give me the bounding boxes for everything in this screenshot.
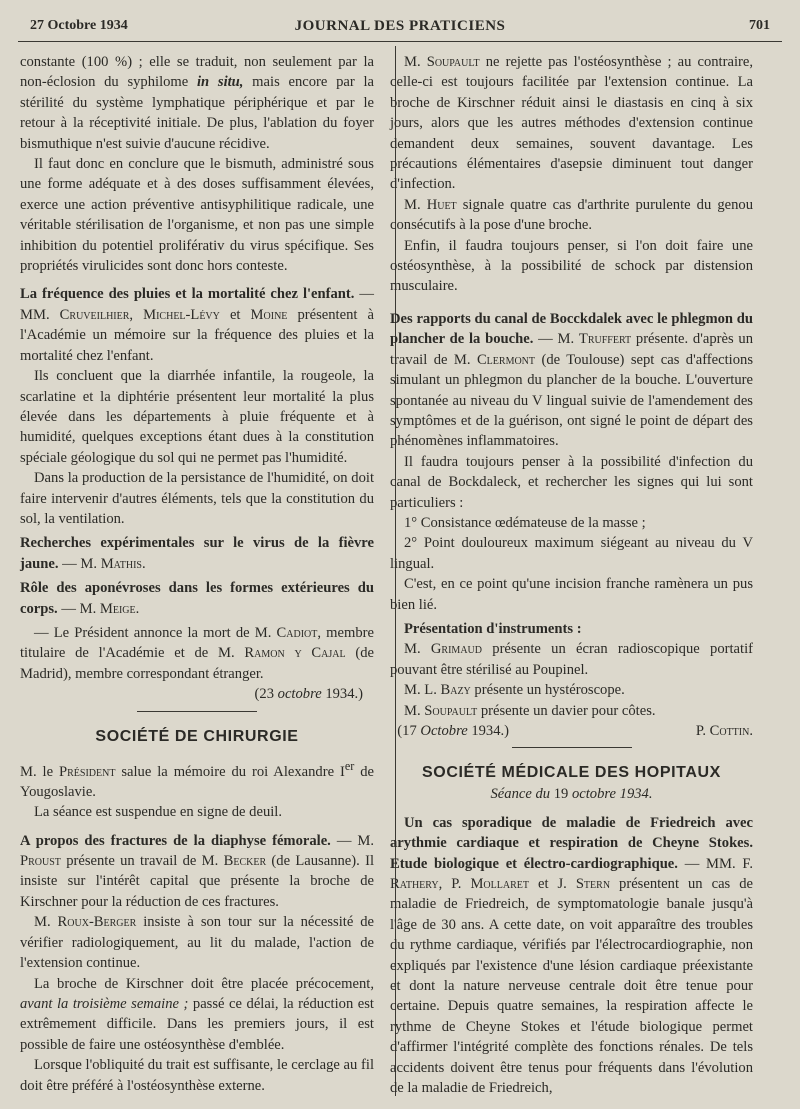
- paragraph-seance: La séance est suspendue en signe de deuil.: [34, 804, 283, 821]
- session-date: Séance du 19 octobre 1934.: [490, 786, 653, 803]
- page-number: 701: [749, 18, 770, 33]
- paragraph-bazy: M. L. Bazy présente un hystéroscope.: [404, 682, 625, 699]
- list-item-point: 2° Point douloureux maximum siégeant au niveau du V lingual.: [390, 535, 753, 572]
- article-bockdalek: Des rapports du canal de Bocckdalek avec le phlegmon du plancher de la bouche. — M. Truffert présente. d'après un travail de M. Clermont (de Toulouse) sept cas d'affections simulant un phlegmon du plancher de la bouche. L'ouverture spontanée au niveau du V lingual suivie de l'amendement des symptômes et de la guérison, ont signé le point de départ des phénomènes inflammatoires.: [390, 310, 754, 450]
- date-academie: (23 octobre 1934.): [254, 686, 364, 703]
- journal-title: JOURNAL DES PRATICIENS: [294, 18, 506, 34]
- list-item-consistance: 1° Consistance œdémateuse de la masse ;: [404, 514, 646, 531]
- paragraph-diarrhee: Ils concluent que la diarrhée infantile, la rougeole, la scarlatine et la diphtérie présentent leur mortalité la plus élevée dans les départements à pluie fréquente et à humidité, quelques exceptions étant dues à la constitution spéciale géologique du sol qui ne permet pas l'humidité.: [20, 368, 374, 466]
- paragraph-roux-berger: M. Roux-Berger insiste à son tour sur la nécessité de vérifier radiologiquement, au lit du malade, l'action de l'extension continue.: [20, 914, 374, 972]
- section-title-hopitaux: SOCIÉTÉ MÉDICALE DES HOPITAUX: [422, 764, 721, 782]
- paragraph-broche: La broche de Kirschner doit être placée précocement, avant la troisième semaine ; passé ce délai, la réduction est extrêmement difficile. Dans les premiers jours, il est possible de faire une ostéosynthèse d'emblée.: [20, 975, 374, 1053]
- paragraph-bismuth: constante (100 %) ; elle se traduit, non seulement par la non-éclosion du syphilome in situ, mais encore par la stérilité du système lymphatique périphérique et par le retour à la réceptivité initiale. De plus, l'ablation du foyer bismuthique n'est suivie d'aucune récidive.: [20, 54, 374, 152]
- section-rule: [137, 711, 257, 712]
- paragraph-incision: C'est, en ce point qu'une incision franche ramènera un pus bien lié.: [390, 576, 753, 613]
- right-column: [390, 52, 753, 1099]
- paragraph-hommage: M. le Président salue la mémoire du roi Alexandre Ier de Yougoslavie.: [20, 758, 374, 800]
- date-signature-row: [390, 721, 753, 741]
- paragraph-soupault-davier: M. Soupault présente un davier pour côtes.: [404, 702, 656, 719]
- date-chirurgie: (17 Octobre 1934.): [397, 723, 510, 739]
- section-rule-2: [512, 747, 632, 748]
- paragraph-soupault: M. Soupault ne rejette pas l'ostéosynthèse ; au contraire, celle-ci est toujours facilitée par l'extension continue. La broche de Kirschner réduit ainsi le diastasis en cinq à six jours, alors que les autres méthodes d'extension continue demandent deux semaines, souvent davantage. Les précautions élémentaires d'asepsie diminuent tout danger d'infection.: [390, 54, 753, 193]
- signature: P. Cottin.: [695, 723, 753, 739]
- paragraph-huet: M. Huet signale quatre cas d'arthrite purulente du genou consécutifs à la pose d'une broche.: [390, 196, 753, 234]
- article-aponevroses: Rôle des aponévroses dans les formes extérieures du corps. — M. Meige.: [20, 580, 374, 617]
- article-instruments-title: Présentation d'instruments :: [404, 620, 582, 637]
- section-title-chirurgie: SOCIÉTÉ DE CHIRURGIE: [95, 727, 299, 745]
- article-virus: Recherches expérimentales sur le virus de la fièvre jaune. — M. Mathis.: [20, 535, 374, 572]
- article-friedreich: Un cas sporadique de maladie de Friedreich avec arythmie cardiaque et respiration de Cheyne Stokes. Etude biologique et électro-cardiographique. — MM. F. Rathery, P. Mollaret et J. Stern présentent un cas de maladie de Friedreich, de symptomatologie banale jusqu'à l'âge de 30 ans. A cette date, on voit apparaître des troubles du rythme cardiaque, vérifiés par l'électrocardiographie, non expliqués par l'existence d'une lésion cardiaque préexistante et dont la nature nerveuse centrale doit être tenue pour certaine. Depuis quatre semaines, la respiration affecte le rythme de Cheyne Stokes et l'étude biologique permet d'affirmer l'intégrité complète des fonctions rénales. De tels accidents doivent être tenus pour fréquents dans l'évolution de la maladie de Friedreich,: [390, 814, 753, 1097]
- article-pluies: La fréquence des pluies et la mortalité chez l'enfant. — MM. Cruveilhier, Michel-Lévy et Moine présentent à l'Académie un mémoire sur la fréquence des pluies et la mortalité chez l'enfant.: [20, 286, 375, 364]
- paragraph-president: — Le Président annonce la mort de M. Cadiot, membre titulaire de l'Académie et de M. Ramon y Cajal (de Madrid), membre correspondant étranger.: [20, 624, 374, 682]
- paragraph-humidite: Dans la production de la persistance de l'humidité, on doit faire intervenir d'autres éléments, tels que la constitution du sol, la ventilation.: [20, 470, 374, 527]
- page-header: [0, 0, 800, 40]
- paragraph-obliquite: Lorsque l'obliquité du trait est suffisante, le cerclage au fil doit être préféré à l'ostéosynthèse externe.: [20, 1057, 374, 1094]
- paragraph-conclusion: Il faut donc en conclure que le bismuth, administré sous une forme adéquate et à des doses suffisamment élevées, exerce une action préventive antisyphilitique radicale, une véritable stérilisation de l'organisme, et non pas une simple inhibition du potentiel proliférativ du virus spécifique. Ses propriétés virulicides sont donc hors conteste.: [20, 156, 374, 275]
- article-fractures: A propos des fractures de la diaphyse fémorale. — M. Proust présente un travail de M. Becker (de Lausanne). Il insiste sur l'intérêt capital que présente la broche de Kirschner pour la réduction de ces fractures.: [20, 832, 375, 910]
- header-rule: [18, 41, 782, 42]
- paragraph-infection: Il faudra toujours penser à la possibilité d'infection du canal de Bockdaleck, et rechercher les signes qui lui sont particuliers :: [390, 453, 753, 511]
- left-column: [20, 52, 374, 1096]
- paragraph-grimaud: M. Grimaud présente un écran radioscopique portatif pouvant être stérilisé au Poupinel.: [390, 641, 753, 678]
- header-date: 27 Octobre 1934: [30, 18, 128, 33]
- paragraph-enfin: Enfin, il faudra toujours penser, si l'on doit faire une ostéosynthèse, à la possibilité de schock par distension musculaire.: [390, 237, 753, 295]
